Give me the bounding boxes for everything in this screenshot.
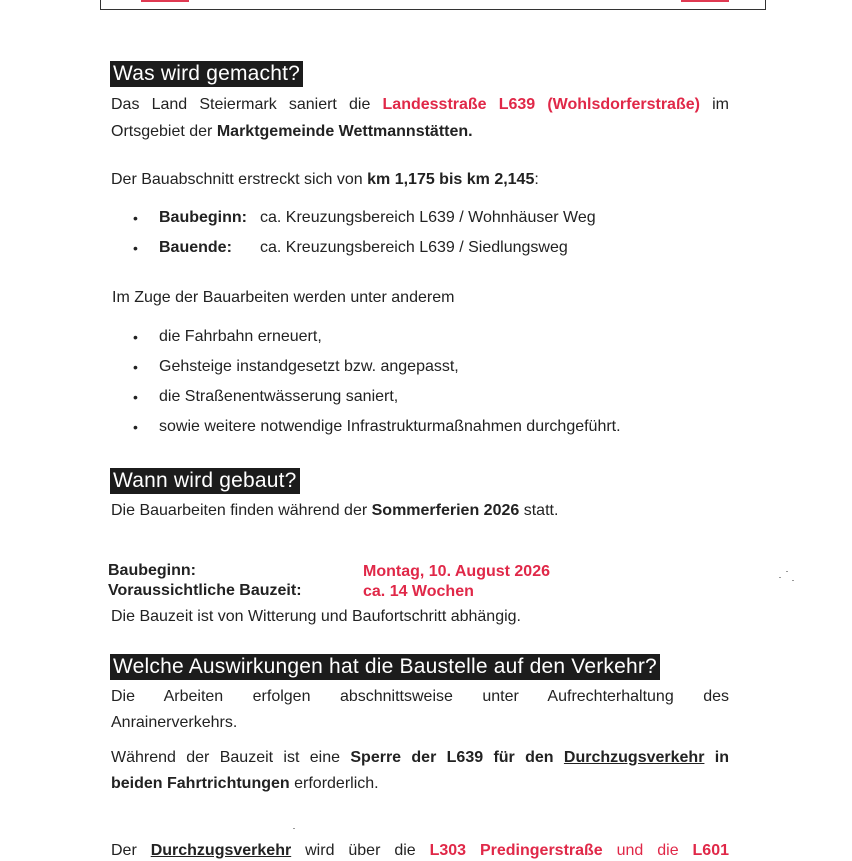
endpoint-start-value: ca. Kreuzungsbereich L639 / Wohnhäuser Weg: [260, 209, 596, 226]
section-range: [111, 170, 539, 190]
closure-text-end: erforderlich.: [294, 775, 379, 792]
endpoint-end-label: Bauende:: [159, 239, 232, 256]
range-value: km 1,175 bis km 2,145: [367, 171, 535, 188]
scan-speck: [786, 571, 788, 572]
scan-speck: [779, 577, 781, 578]
header-red-mark-left: [141, 0, 189, 2]
section-heading-when: Wann wird gebaut?: [110, 468, 300, 494]
bullet-icon: •: [133, 359, 138, 375]
closure-bold-in: in: [714, 749, 729, 766]
schedule-text-end: statt.: [523, 502, 559, 519]
endpoint-start-label: Baubeginn:: [159, 209, 247, 226]
closure-line-2: [111, 774, 379, 794]
road-name: Landesstraße L639 (Wohlsdorferstraße): [382, 96, 700, 113]
duration-label: Voraussichtliche Bauzeit:: [108, 582, 302, 599]
start-date: Montag, 10. August 2026: [363, 563, 550, 580]
section-heading-traffic: Welche Auswirkungen hat die Baustelle auf den Verkehr?: [110, 654, 660, 680]
intro-text-end: im: [712, 96, 729, 113]
works-item: die Fahrbahn erneuert,: [159, 328, 322, 345]
traffic-line-2: Anrainerverkehrs.: [111, 714, 238, 731]
detour-text-2: wird über die: [305, 842, 416, 859]
closure-text: Während der Bauzeit ist eine: [111, 749, 341, 766]
detour-road-2: L601: [692, 842, 729, 859]
detour-line: [111, 841, 729, 861]
schedule-text-start: Die Bauarbeiten finden während der: [111, 502, 368, 519]
scan-speck: [792, 580, 794, 581]
endpoint-start: [159, 208, 596, 228]
intro-text: Das Land Steiermark saniert die: [111, 96, 371, 113]
schedule-period: Sommerferien 2026: [371, 502, 520, 519]
bullet-icon: •: [133, 389, 138, 405]
duration-value: ca. 14 Wochen: [363, 583, 474, 600]
works-item: die Straßenentwässerung saniert,: [159, 388, 399, 405]
closure-line-1: [111, 748, 729, 768]
detour-through-traffic: Durchzugsverkehr: [150, 842, 292, 859]
closure-through-traffic: Durchzugsverkehr: [563, 749, 705, 766]
municipality-name: Marktgemeinde Wettmannstätten.: [216, 123, 473, 140]
detour-road-1: L303 Predingerstraße: [429, 842, 603, 859]
schedule-text: [111, 501, 558, 521]
range-prefix: Der Bauabschnitt erstreckt sich von: [111, 171, 363, 188]
range-suffix: :: [534, 171, 539, 188]
closure-bold: Sperre der L639 für den: [350, 749, 554, 766]
bullet-icon: •: [133, 419, 138, 435]
traffic-line-1: Die Arbeiten erfolgen abschnittsweise unter Aufrechterhaltung des: [111, 688, 729, 705]
intro-line-1: [111, 95, 729, 115]
duration-note: Die Bauzeit ist von Witterung und Baufortschritt abhängig.: [111, 608, 521, 625]
header-frame: [100, 0, 766, 10]
bullet-icon: •: [133, 329, 138, 345]
endpoint-end: [159, 238, 568, 258]
start-label: Baubeginn:: [108, 562, 196, 579]
detour-text: Der: [111, 842, 137, 859]
detour-and: und die: [616, 842, 679, 859]
endpoint-end-value: ca. Kreuzungsbereich L639 / Siedlungsweg: [260, 239, 568, 256]
intro-municipality-prefix: Ortsgebiet der: [111, 123, 213, 140]
section-heading-what: Was wird gemacht?: [110, 61, 303, 87]
bullet-icon: •: [133, 210, 138, 226]
scan-speck: [293, 828, 295, 829]
header-red-mark-right: [681, 0, 729, 2]
closure-directions: beiden Fahrtrichtungen: [111, 775, 290, 792]
works-item: Gehsteige instandgesetzt bzw. angepasst,: [159, 358, 459, 375]
works-intro: Im Zuge der Bauarbeiten werden unter anderem: [112, 289, 455, 306]
bullet-icon: •: [133, 240, 138, 256]
intro-line-2: [111, 122, 473, 142]
works-item: sowie weitere notwendige Infrastrukturmaßnahmen durchgeführt.: [159, 418, 621, 435]
